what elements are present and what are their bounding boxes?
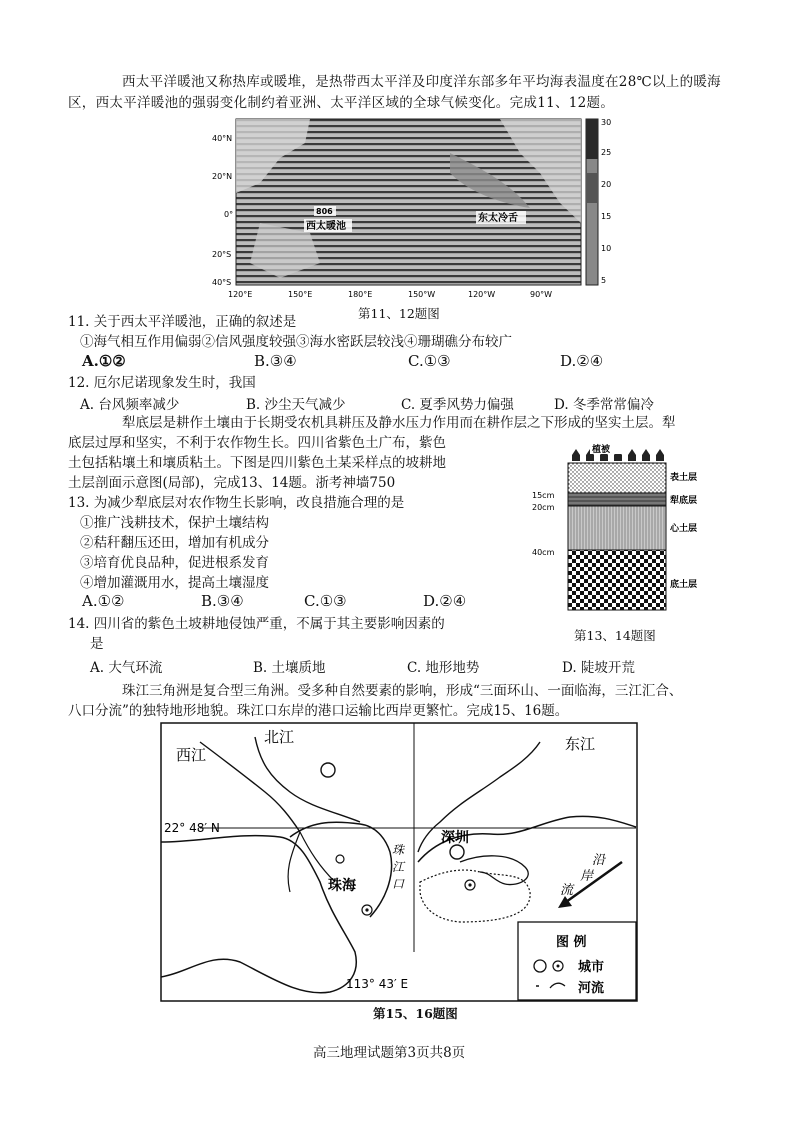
- estuary-char: 口: [392, 877, 405, 891]
- q13-stem: 13. 为减少犁底层对农作物生长影响，改良措施合理的是: [68, 495, 405, 511]
- lon-label: 150°E: [288, 290, 313, 299]
- colorbar-label: 20: [601, 180, 612, 189]
- intro-q15-16-line1: 珠江三角洲是复合型三角洲。受多种自然要素的影响，形成“三面环山、一面临海，三江汇合、: [122, 683, 683, 699]
- lat-label: 20°S: [212, 250, 232, 259]
- soil-profile-figure: [528, 443, 728, 623]
- fig11-caption: 第11、12题图: [358, 306, 440, 321]
- fig13-caption: 第13、14题图: [574, 628, 656, 643]
- q12-stem: 12. 厄尔尼诺现象发生时，我国: [68, 375, 256, 391]
- lat-label: 40°S: [212, 278, 232, 287]
- depth-label: 20cm: [532, 503, 555, 512]
- vegetation-label: 植被: [592, 445, 611, 455]
- cold-tongue-label: 东太冷舌: [478, 213, 518, 224]
- q13-option-a[interactable]: A.①②: [82, 592, 125, 610]
- q11-stem: 11. 关于西太平洋暖池，正确的叙述是: [68, 314, 297, 330]
- q11-items: ①海气相互作用偏弱②信风强度较强③海水密跃层较浅④珊瑚礁分布较广: [80, 334, 512, 350]
- lon-label: 150°W: [408, 290, 436, 299]
- intro-q15-16-line2: 八口分流”的独特地形地貌。珠江口东岸的港口运输比西岸更繁忙。完成15、16题。: [68, 703, 569, 719]
- pearl-river-map: [160, 722, 638, 1002]
- q11-option-b[interactable]: B.③④: [254, 352, 297, 370]
- layer-label-topsoil: 表土层: [670, 473, 698, 483]
- q14-option-b[interactable]: B. 土壤质地: [253, 660, 326, 676]
- lon-label: 120°E: [228, 290, 253, 299]
- colorbar-label: 10: [601, 244, 612, 253]
- q14-option-c[interactable]: C. 地形地势: [407, 660, 480, 676]
- shenzhen-label: 深圳: [441, 830, 469, 846]
- q13-option-c[interactable]: C.①③: [304, 592, 347, 610]
- intro-q13-14-line3: 土包括粘壤土和壤质粘土。下图是四川紫色土某采样点的坡耕地: [68, 455, 446, 471]
- lon-label: 180°E: [348, 290, 373, 299]
- east-river-label: 东江: [565, 735, 596, 753]
- q14-stem-line2: 是: [90, 636, 104, 652]
- q13-item: ③培育优良品种，促进根系发育: [80, 555, 269, 571]
- north-river-label: 北江: [264, 728, 295, 746]
- layer-label-substratum: 底土层: [670, 580, 698, 590]
- soil-profile-svg: [528, 443, 728, 623]
- intro-q13-14-line1: 犁底层是耕作土壤由于长期受农机具耕压及静水压力作用而在耕作层之下形成的坚实土层。犁: [122, 415, 676, 431]
- q13-option-d[interactable]: D.②④: [423, 592, 467, 610]
- colorbar-label: 25: [601, 148, 612, 157]
- q13-option-b[interactable]: B.③④: [201, 592, 244, 610]
- estuary-char: 珠: [392, 843, 405, 857]
- colorbar-label: 5: [601, 276, 607, 285]
- q11-option-c[interactable]: C.①③: [408, 352, 451, 370]
- q11-option-d[interactable]: D.②④: [560, 352, 604, 370]
- q13-item: ①推广浅耕技术，保护土壤结构: [80, 515, 269, 531]
- intro-q11-12: 西太平洋暖池又称热库或暖堆，是热带西太平洋及印度洋东部多年平均海表温度在28℃以上的暖海区，西太平洋暖池的强弱变化制约着亚洲、太平洋区域的全球气候变化。完成11、12题。: [68, 74, 721, 111]
- latitude-label: 22° 48′ N: [164, 821, 220, 835]
- q12-option-b[interactable]: B. 沙尘天气减少: [246, 397, 346, 413]
- current-char: 岸: [580, 869, 594, 884]
- lon-label: 120°W: [468, 290, 496, 299]
- intro-q13-14-line2: 底层过厚和坚实，不利于农作物生长。四川省紫色土广布，紫色: [68, 435, 446, 451]
- q11-option-a[interactable]: A.①②: [82, 352, 126, 370]
- depth-label: 40cm: [532, 548, 555, 557]
- fig15-caption: 第15、16题图: [373, 1006, 458, 1021]
- q13-item: ④增加灌溉用水，提高土壤湿度: [80, 575, 269, 591]
- lat-label: 0°: [224, 210, 234, 219]
- warm-pool-label: 西太暖池: [306, 221, 346, 232]
- legend-title: 图 例: [556, 935, 587, 950]
- intro-q13-14-line4: 土层剖面示意图(局部)，完成13、14题。浙考神墙750: [68, 475, 396, 491]
- q12-option-c[interactable]: C. 夏季风势力偏强: [401, 397, 514, 413]
- contour-label: 806: [316, 207, 333, 216]
- depth-label: 15cm: [532, 491, 555, 500]
- lat-label: 20°N: [212, 172, 233, 181]
- colorbar-label: 30: [601, 118, 612, 127]
- q13-item: ②秸秆翻压还田，增加有机成分: [80, 535, 269, 551]
- current-char: 沿: [592, 853, 606, 868]
- lat-label: 40°N: [212, 134, 233, 143]
- longitude-label: 113° 43′ E: [346, 977, 409, 991]
- layer-label-plow-pan: 犁底层: [670, 496, 698, 506]
- legend-city-label: 城市: [578, 960, 605, 975]
- current-char: 流: [560, 883, 574, 898]
- west-river-label: 西江: [176, 746, 207, 764]
- q14-option-a[interactable]: A. 大气环流: [90, 660, 163, 676]
- pearl-river-map-svg: [160, 722, 638, 1002]
- estuary-char: 江: [392, 860, 405, 874]
- colorbar-label: 15: [601, 212, 612, 221]
- q12-option-d[interactable]: D. 冬季常常偏冷: [554, 397, 654, 413]
- sst-map-figure: [200, 113, 610, 303]
- zhuhai-label: 珠海: [328, 878, 356, 894]
- page-footer: 高三地理试题第3页共8页: [313, 1045, 466, 1061]
- legend-river-label: 河流: [578, 981, 605, 996]
- sst-map-svg: [200, 113, 610, 303]
- q12-option-a[interactable]: A. 台风频率减少: [80, 397, 180, 413]
- q14-stem-line1: 14. 四川省的紫色土坡耕地侵蚀严重，不属于其主要影响因素的: [68, 616, 445, 632]
- lon-label: 90°W: [530, 290, 553, 299]
- q14-option-d[interactable]: D. 陡坡开荒: [562, 660, 635, 676]
- layer-label-subsoil: 心土层: [670, 524, 698, 534]
